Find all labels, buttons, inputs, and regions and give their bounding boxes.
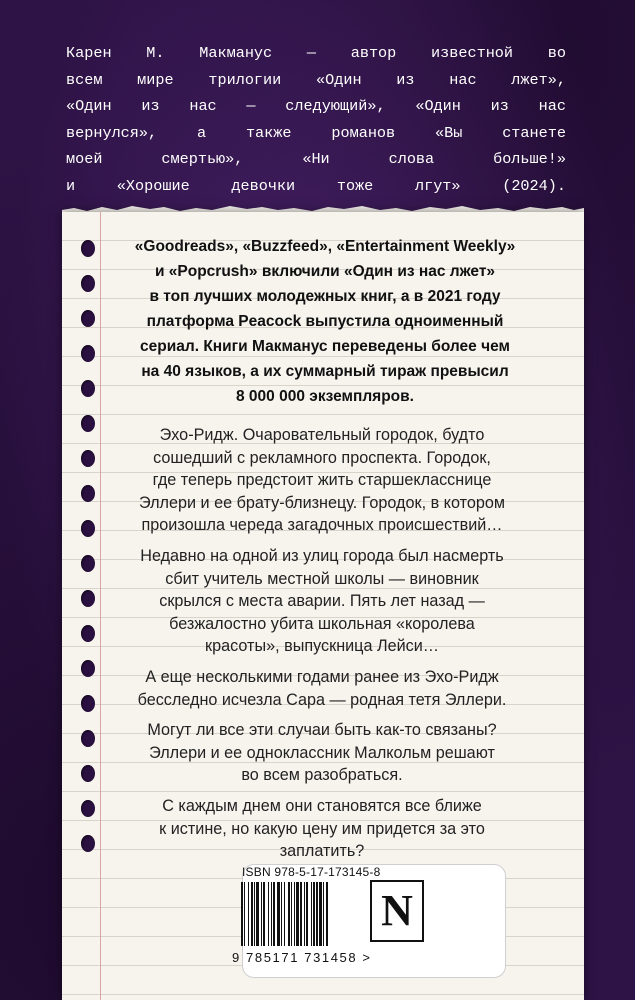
- binder-hole: [81, 590, 95, 607]
- binder-hole: [81, 520, 95, 537]
- description-paragraph: [112, 666, 532, 711]
- binder-hole: [81, 380, 95, 397]
- binder-hole: [81, 450, 95, 467]
- description-line: Эллери и ее одноклассник Малкольм решают: [149, 743, 495, 762]
- description-line: С каждым днем они становятся все ближе: [162, 796, 482, 815]
- binder-hole: [81, 485, 95, 502]
- blurb-line: и «Popcrush» включили «Один из нас лжет»: [154, 263, 496, 280]
- book-description: [112, 424, 532, 871]
- binder-hole: [81, 345, 95, 362]
- binder-hole: [81, 730, 95, 747]
- publisher-n-logo: [370, 880, 424, 942]
- author-bio-line: Карен М. Макманус — автор известной во: [66, 44, 566, 62]
- binder-hole: [81, 660, 95, 677]
- description-line: Эллери и ее брату-близнецу. Городок, в котором: [139, 493, 505, 512]
- description-paragraph: [112, 424, 532, 537]
- blurb-line: сериал. Книги Макманус переведены более чем: [140, 338, 510, 355]
- description-line: Могут ли все эти случаи быть как-то связаны?: [147, 721, 497, 740]
- description-line: сошедший с рекламного проспекта. Городок,: [153, 448, 491, 467]
- blurb-line: «Goodreads», «Buzzfeed», «Entertainment Weekly»: [134, 238, 516, 255]
- blurb-line: в топ лучших молодежных книг, а в 2021 году: [149, 288, 501, 305]
- description-line: заплатить?: [279, 842, 365, 861]
- isbn-label: ISBN 978-5-17-173145-8: [242, 865, 381, 879]
- barcode-icon: [240, 882, 362, 946]
- description-line: безжалостно убита школьная «королева: [169, 614, 475, 633]
- binder-hole: [81, 310, 95, 327]
- binder-hole: [81, 765, 95, 782]
- binder-hole: [81, 835, 95, 852]
- margin-line: [100, 212, 101, 1000]
- description-paragraph: [112, 719, 532, 787]
- publisher-logo-letter: N: [381, 886, 413, 935]
- blurb-line: платформа Peacock выпустила одноименный: [146, 313, 504, 330]
- binder-hole: [81, 800, 95, 817]
- author-bio-line: моей смертью», «Ни слова больше!»: [66, 150, 566, 168]
- author-bio: [66, 40, 566, 199]
- description-line: сбит учитель местной школы — виновник: [165, 569, 479, 588]
- blurb-line: на 40 языков, а их суммарный тираж превысил: [141, 363, 509, 380]
- description-line: во всем разобраться.: [241, 766, 403, 785]
- binder-hole: [81, 275, 95, 292]
- binder-hole: [81, 695, 95, 712]
- barcode-digits: 9 785171 731458 >: [232, 950, 372, 965]
- author-bio-line: и «Хорошие девочки тоже лгут» (2024).: [66, 176, 566, 195]
- description-line: скрылся с места аварии. Пять лет назад —: [159, 592, 485, 611]
- binder-hole: [81, 415, 95, 432]
- description-line: где теперь предстоит жить старшекласснице: [152, 471, 492, 490]
- author-bio-line: «Один из нас — следующий», «Один из нас: [66, 97, 566, 115]
- description-line: красоты», выпускница Лейси…: [205, 637, 439, 656]
- description-line: А еще несколькими годами ранее из Эхо-Ридж: [145, 667, 499, 686]
- description-line: бесследно исчезла Сара — родная тетя Эллери.: [137, 690, 507, 709]
- description-line: Недавно на одной из улиц города был насмерть: [140, 546, 504, 565]
- description-line: произошла череда загадочных происшествий…: [141, 516, 503, 535]
- description-paragraph: [112, 795, 532, 863]
- description-line: к истине, но какую цену им придется за это: [159, 819, 485, 838]
- binder-hole: [81, 240, 95, 257]
- blurb-line: 8 000 000 экземпляров.: [236, 388, 414, 405]
- author-bio-line: вернулся», а также романов «Вы станете: [66, 123, 566, 142]
- author-bio-line: всем мире трилогии «Один из нас лжет»,: [66, 70, 566, 89]
- binder-hole: [81, 625, 95, 642]
- binder-hole: [81, 555, 95, 572]
- praise-blurb: [124, 234, 526, 409]
- description-line: Эхо-Ридж. Очаровательный городок, будто: [159, 426, 485, 444]
- description-paragraph: [112, 545, 532, 658]
